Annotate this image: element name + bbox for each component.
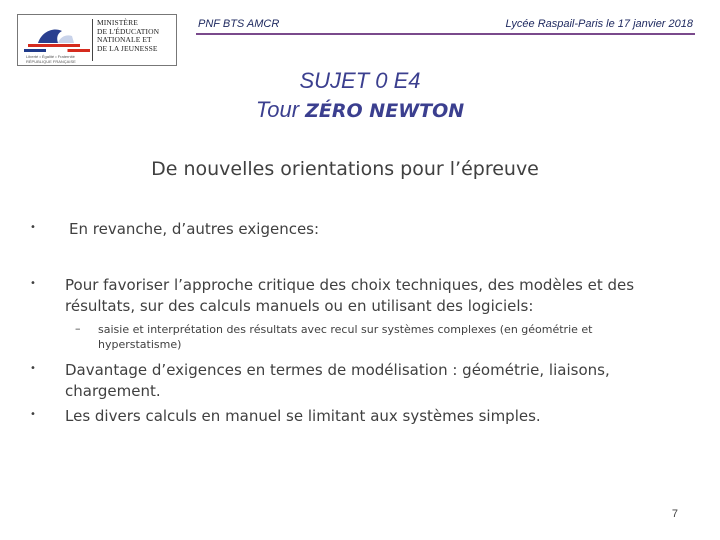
dash-icon: – — [75, 322, 81, 335]
republic-motto: Liberté • Égalité • Fraternité RÉPUBLIQUE FRANÇAISE — [26, 54, 76, 64]
marianne-emblem-icon — [28, 25, 80, 47]
slide-title-line1: SUJET 0 E4 — [299, 68, 421, 93]
bullet-icon: • — [30, 363, 36, 374]
sub-bullet-text: saisie et interprétation des résultats avec recul sur systèmes complexes (en géométrie et — [98, 323, 593, 336]
ministry-name: MINISTÈRE DE L'ÉDUCATION NATIONALE ET DE LA JEUNESSE — [97, 18, 160, 53]
tricolor-flag — [24, 49, 90, 52]
bullet-text: Les divers calculs en manuel se limitant aux systèmes simples. — [65, 407, 541, 425]
header-rule — [196, 33, 695, 35]
header-right-text: Lycée Raspail-Paris le 17 janvier 2018 — [505, 18, 693, 30]
slide-title-line2: Tour ZÉRO NEWTON — [255, 97, 465, 122]
slide-subtitle: De nouvelles orientations pour l’épreuve — [151, 158, 539, 180]
bullet-text-continued: chargement. — [65, 382, 161, 400]
bullet-text: Davantage d’exigences en termes de modélisation : géométrie, liaisons, — [65, 361, 610, 379]
page-number: 7 — [671, 508, 678, 520]
ministry-logo — [17, 14, 177, 66]
header-left-text: PNF BTS AMCR — [198, 18, 280, 30]
sub-bullet-text-continued: hyperstatisme) — [98, 338, 182, 351]
bullet-text-continued: résultats, sur des calculs manuels ou en utilisant des logiciels: — [65, 297, 534, 315]
bullet-icon: • — [30, 222, 36, 233]
bullet-text: Pour favoriser l’approche critique des choix techniques, des modèles et des — [65, 276, 635, 294]
logo-separator — [92, 19, 93, 61]
bullet-icon: • — [30, 278, 36, 289]
bullet-icon: • — [30, 409, 36, 420]
bullet-text: En revanche, d’autres exigences: — [69, 220, 320, 238]
